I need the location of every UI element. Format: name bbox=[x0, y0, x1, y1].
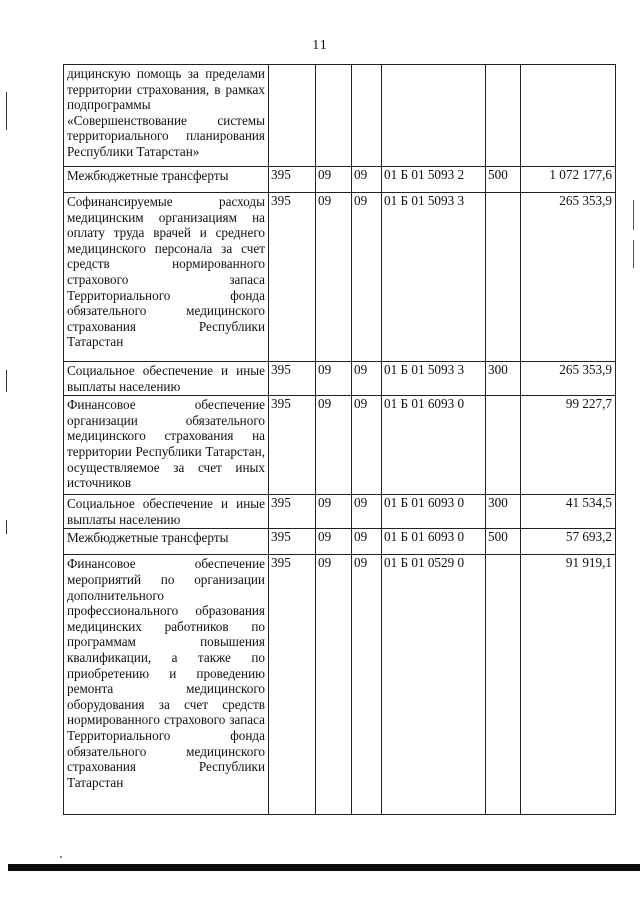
budget-table bbox=[63, 64, 616, 815]
subsection-code: 09 bbox=[352, 362, 382, 396]
section-code: 09 bbox=[316, 529, 352, 555]
table-row bbox=[64, 529, 616, 555]
ministry-code: 395 bbox=[269, 555, 316, 815]
table-row bbox=[64, 396, 616, 495]
section-code: 09 bbox=[316, 555, 352, 815]
row-description: дицинскую помощь за пределами территории страхования, в рамках подпрограммы «Совершенствование системы территориального планирования Республики Татарстан» bbox=[64, 65, 269, 167]
target-article-code: 01 Б 01 6093 0 bbox=[382, 529, 486, 555]
amount: 99 227,7 bbox=[521, 396, 616, 495]
scan-margin-mark bbox=[6, 92, 7, 130]
expense-type-code: 300 bbox=[486, 495, 521, 529]
expense-type-code bbox=[486, 65, 521, 167]
table-row bbox=[64, 193, 616, 362]
subsection-code: 09 bbox=[352, 396, 382, 495]
target-article-code: 01 Б 01 6093 0 bbox=[382, 495, 486, 529]
scan-speck bbox=[60, 856, 62, 858]
amount: 57 693,2 bbox=[521, 529, 616, 555]
expense-type-code bbox=[486, 193, 521, 362]
row-description: Межбюджетные трансферты bbox=[64, 167, 269, 193]
amount: 1 072 177,6 bbox=[521, 167, 616, 193]
amount: 41 534,5 bbox=[521, 495, 616, 529]
section-code: 09 bbox=[316, 495, 352, 529]
amount: 265 353,9 bbox=[521, 193, 616, 362]
subsection-code bbox=[352, 65, 382, 167]
section-code bbox=[316, 65, 352, 167]
expense-type-code: 300 bbox=[486, 362, 521, 396]
target-article-code: 01 Б 01 5093 3 bbox=[382, 193, 486, 362]
row-description: Социальное обеспечение и иные выплаты населению bbox=[64, 495, 269, 529]
section-code: 09 bbox=[316, 167, 352, 193]
subsection-code: 09 bbox=[352, 167, 382, 193]
target-article-code: 01 Б 01 5093 2 bbox=[382, 167, 486, 193]
ministry-code bbox=[269, 65, 316, 167]
table-row bbox=[64, 555, 616, 815]
target-article-code: 01 Б 01 6093 0 bbox=[382, 396, 486, 495]
page-number: 11 bbox=[312, 38, 328, 53]
target-article-code: 01 Б 01 5093 3 bbox=[382, 362, 486, 396]
section-code: 09 bbox=[316, 362, 352, 396]
row-description: Социальное обеспечение и иные выплаты населению bbox=[64, 362, 269, 396]
row-description: Межбюджетные трансферты bbox=[64, 529, 269, 555]
table-row bbox=[64, 65, 616, 167]
row-description: Финансовое обеспечение организации обязательного медицинского страхования на территории Республики Татарстан, осуществляемое за счет иных источников bbox=[64, 396, 269, 495]
scan-margin-mark bbox=[633, 200, 634, 230]
expense-type-code bbox=[486, 396, 521, 495]
subsection-code: 09 bbox=[352, 555, 382, 815]
ministry-code: 395 bbox=[269, 193, 316, 362]
table-row bbox=[64, 362, 616, 396]
subsection-code: 09 bbox=[352, 495, 382, 529]
ministry-code: 395 bbox=[269, 495, 316, 529]
section-code: 09 bbox=[316, 193, 352, 362]
amount bbox=[521, 65, 616, 167]
scan-margin-mark bbox=[6, 370, 7, 392]
row-description: Финансовое обеспечение мероприятий по организации дополнительного профессионального образования медицинских работников по программам повышения квалификации, а также по приобретению и проведению ремонта медицинского оборудования за счет средств нормированного страхового запаса Территориального фонда обязательного медицинского страхования Республики Татарстан bbox=[64, 555, 269, 815]
scan-bottom-edge bbox=[8, 864, 640, 871]
ministry-code: 395 bbox=[269, 396, 316, 495]
amount: 265 353,9 bbox=[521, 362, 616, 396]
row-description: Софинансируемые расходы медицинским организациям на оплату труда врачей и среднего медицинского персонала за счет средств нормированного страхового запаса Территориального фонда обязательного медицинского страхования Республики Татарстан bbox=[64, 193, 269, 362]
expense-type-code bbox=[486, 555, 521, 815]
target-article-code: 01 Б 01 0529 0 bbox=[382, 555, 486, 815]
expense-type-code: 500 bbox=[486, 167, 521, 193]
ministry-code: 395 bbox=[269, 529, 316, 555]
subsection-code: 09 bbox=[352, 193, 382, 362]
table-row bbox=[64, 167, 616, 193]
expense-type-code: 500 bbox=[486, 529, 521, 555]
ministry-code: 395 bbox=[269, 167, 316, 193]
scan-margin-mark bbox=[6, 520, 7, 534]
table-row bbox=[64, 495, 616, 529]
subsection-code: 09 bbox=[352, 529, 382, 555]
section-code: 09 bbox=[316, 396, 352, 495]
ministry-code: 395 bbox=[269, 362, 316, 396]
scan-margin-mark bbox=[633, 240, 634, 268]
target-article-code bbox=[382, 65, 486, 167]
amount: 91 919,1 bbox=[521, 555, 616, 815]
